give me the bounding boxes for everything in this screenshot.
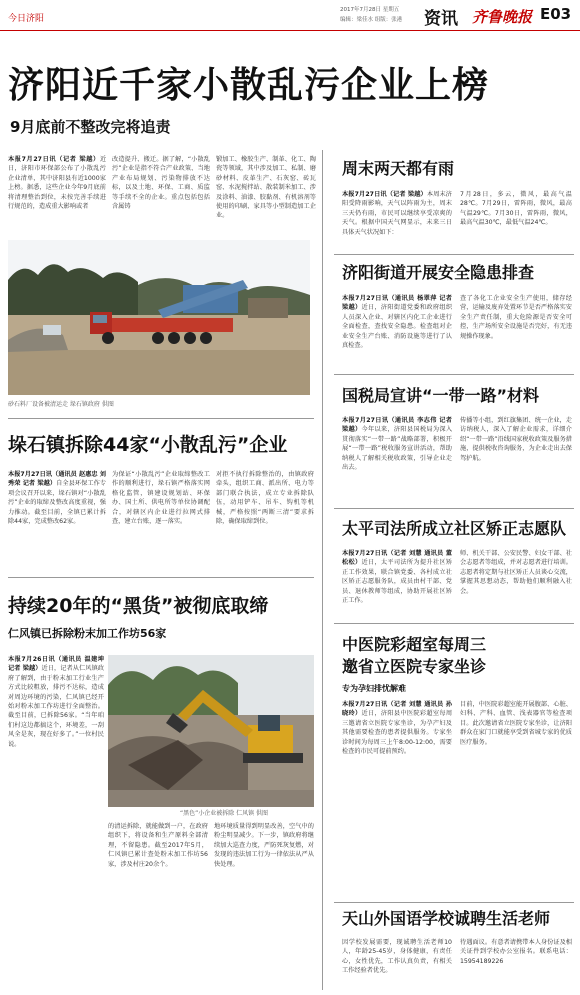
divider [334, 623, 574, 624]
story3-col-1: 本报7月26日讯（通讯员 温建坤 记者 梁越）近日，记者从仁风镇政府了解到，由于粉末加工行业生产方式比较粗放，排污不达标，造成对周边环境的污染，仁风镇已经开始对粉末加工作坊进行全面整治。截至目前，已拆除56家。“当年咱们村这边都搞这个，环境差，一刮风全是灰，现在好多了。”一位村民说。 [8, 656, 104, 748]
right5-col-2: 目前，中医院彩超室能开展腹部、心脏、妇科、产科、血管、浅表器官等检查项目。此次邀请省立医院专家坐诊，让济阳群众在家门口就能享受到省城专家的优质医疗服务。 [460, 701, 572, 746]
divider [334, 254, 574, 255]
excavator-image [108, 655, 314, 807]
right1-headline: 周末两天都有雨 [342, 159, 455, 178]
editor-line: 编辑：梁佳水 组版：张港 [340, 17, 403, 23]
masthead [0, 0, 580, 30]
right5-col-1: 本报7月27日讯（记者 刘慧 通讯员 孙晓玲）近日，济阳县中医院彩超室每周三邀请省立医院专家坐诊，为孕产妇及其他需要检查的患者提供服务。专家坐诊时间为每周三上午8:00-12:00，需要检查的市民可提前预约。 [342, 701, 452, 756]
lead-byline: 本报7月27日讯（记者 梁越） [8, 156, 100, 163]
story3-photo [108, 655, 314, 807]
story2-byline: 本报7月27日讯（通讯员 赵惠忠 刘秀荣 记者 梁越） [8, 471, 106, 488]
section-name: 今日济阳 [8, 14, 45, 24]
story3-col-2: 的清运拆除，就能做到一户，在政府组织下，将设备和生产原料全部清理，不留隐患。截至2017年5月，仁风镇已累计查处粉末加工作坊56家，涉及村庄20余个。 [108, 823, 208, 868]
lead-col-2: 改造提升、搬迁。据了解，“小散乱污”企业是指不符合产业政策、当地产业布局规划、污染物排放不达标，以及土地、环保、工商、质监等手续不全的企业。重点包括包括含属铸 [112, 156, 210, 211]
lead-photo-caption: 砂石料厂设备被清运走 垛石镇政府 供图 [8, 401, 114, 408]
divider [8, 577, 314, 578]
right6-col-1: 因学校发展需要，现诚聘生活老师10人，年龄25-45岁，身体健康，有责任心，女性优先，工作认真负责，有相关工作经验者优先。 [342, 939, 452, 975]
right5-subheadline: 专为孕妇排忧解难 [342, 684, 406, 693]
right5-headline-line2: 邀省立医院专家坐诊 [342, 657, 487, 676]
story2-col-3: 对拒不执行拆除整治的，由镇政府牵头，组织工商、派出所、电力等部门联合执法，成立专业拆除队伍，动用铲车、吊车、钩机等机械，严格按照“两断三清”要求拆除，确保取缔到位。 [216, 471, 314, 526]
lead-subheadline: 9月底前不整改完将追责 [10, 118, 171, 136]
right6-col-2: 待遇面议。有意者请携带本人身份证及相关证件到学校办公室报名。联系电话：15954189226 [460, 939, 572, 965]
quarry-truck-image [8, 240, 310, 395]
divider [334, 508, 574, 509]
right1-col-1: 本报7月27日讯（记者 梁越）本周末济阳受降雨影响，天气以阵雨为主，周末三天仍有雨，市民可以继续享受凉爽的天气。根据中国天气网显示，未来三日具体天气状况如下： [342, 191, 452, 236]
right6-headline: 天山外国语学校诚聘生活老师 [342, 909, 551, 928]
right3-byline: 本报7月27日讯（通讯员 李志伟 记者 梁越） [342, 417, 452, 434]
lead-col-1: 本报7月27日讯（记者 梁越）近日，济阳市环保部公布了小散乱污企业清单，其中济阳县有近1000家上榜。据悉，这些企业今年9月底前将清理整治到位，未按完善手续进行规范的，造成重大影响或者 [8, 156, 106, 211]
story3-col-3: 地环境质量得到明显改善，空气中的粉尘明显减少。下一步，镇政府将继续加大巡查力度，严防死灰复燃，对发现的违法加工行为一律依法从严从快处理。 [214, 823, 314, 868]
right3-headline: 国税局宣讲“一带一路”材料 [342, 386, 540, 405]
date-line: 2017年7月28日 星期五 [340, 7, 400, 13]
column-name: 资讯 [424, 9, 458, 29]
right4-col-1: 本报7月27日讯（记者 刘慧 通讯员 董松松）近日，太平司法所为提升社区矫正工作效果，联合镇党委、各村成立社区矫正志愿服务队，成员由村干部、党员、退休教师等组成，协助开展社区矫正工作。 [342, 550, 452, 605]
right2-headline: 济阳街道开展安全隐患排查 [342, 263, 535, 282]
right2-col-1: 本报7月27日讯（通讯员 杨翠萍 记者 梁越）近日，济阳街道党委和政府组织人员深入企业、对辖区内化工企业进行全面检查，查找安全隐患。检查组对企业安全生产台账、消防设施等进行了认真检查。 [342, 295, 452, 350]
lead-headline: 济阳近千家小散乱污企业上榜 [8, 65, 490, 106]
story3-photo-caption: “黑色”小企业被拆除 仁风镇 供图 [180, 810, 269, 817]
header-rule [0, 30, 580, 31]
divider [334, 902, 574, 903]
right4-headline: 太平司法所成立社区矫正志愿队 [342, 519, 567, 538]
right1-byline: 本报7月27日讯（记者 梁越） [342, 191, 427, 198]
lead-photo [8, 240, 310, 395]
right3-col-1: 本报7月27日讯（通讯员 李志伟 记者 梁越）今年以来，济阳县国税局为深入贯彻落实“一带一路”战略部署，积极开展“一带一路”税收服务宣讲活动，帮助纳税人了解相关税收政策，引导企业走出去。 [342, 417, 452, 472]
right4-col-2: 师、机关干部、公安民警、妇女干部、社会志愿者等组成，并对志愿者进行培训。志愿者将定期与社区矫正人员谈心交流，掌握其思想动态，帮助他们顺利融入社会。 [460, 550, 572, 595]
story3-headline: 持续20年的“黑货”被彻底取缔 [8, 595, 269, 617]
column-divider [322, 150, 323, 990]
divider [8, 418, 314, 419]
page-number: E03 [540, 5, 572, 23]
story2-col-1: 本报7月27日讯（通讯员 赵惠忠 刘秀荣 记者 梁越）自全县环保工作专项会议召开以来，垛石镇对“小散乱污”企业的取缔及整改高度重视，强力推动。截至目前，全镇已累计拆除44家，完成整改62家。 [8, 471, 106, 526]
story2-col-2: 为保证“小散乱污”企业取缔整改工作的顺利进行，垛石镇严格落实网格化监管，镇建设规划站、环保办、国土所、供电所等单位协调配合，对辖区内企业进行拉网式排查，建立台账，逐一落实。 [112, 471, 210, 526]
right3-col-2: 传播等小组，到红旗集团、统一企业，走访纳税人，深入了解企业需求，详细介绍“一带一路”沿线国家税收政策及服务措施，提供税收咨询服务，为企业走出去保驾护航。 [460, 417, 572, 462]
right4-byline: 本报7月27日讯（记者 刘慧 通讯员 董松松） [342, 550, 452, 567]
divider [334, 374, 574, 375]
lead-col-3: 锻加工、橡胶生产、制革、化工、陶瓷等领域，其中涉及加工、私制、磨砂材料、皮革生产、石灰窑、砖瓦窑、水泥搅拌站、散装制米加工、涉及涂料、油漆、胶黏剂、有机溶剂等使用的印刷、家具等小型制造加工企业。 [216, 156, 316, 220]
right2-col-2: 查了各化工企业安全生产使用，储存经营，运输及废弃处置环节是否严格落实安全生产责任制，重大危险源是否安全可控，生产场所安全设施是否完好，有无违规操作现象。 [460, 295, 572, 340]
right2-byline: 本报7月27日讯（通讯员 杨翠萍 记者 梁越） [342, 295, 452, 312]
right5-byline: 本报7月27日讯（记者 刘慧 通讯员 孙晓玲） [342, 701, 452, 718]
brand-logo: 齐鲁晚报 [472, 8, 533, 26]
right1-col-2: 7月28日，多云，微风，最高气温28℃。7月29日，雷阵雨，微风，最高气温29℃。7月30日，雷阵雨，微风，最高气温30℃，最低气温24℃。 [460, 191, 572, 227]
story3-subheadline: 仁风镇已拆除粉末加工作坊56家 [8, 627, 167, 640]
right5-headline-line1: 中医院彩超室每周三 [342, 635, 487, 654]
story3-byline: 本报7月26日讯（通讯员 温建坤 记者 梁越） [8, 656, 104, 673]
story2-headline: 垛石镇拆除44家“小散乱污”企业 [8, 434, 288, 456]
